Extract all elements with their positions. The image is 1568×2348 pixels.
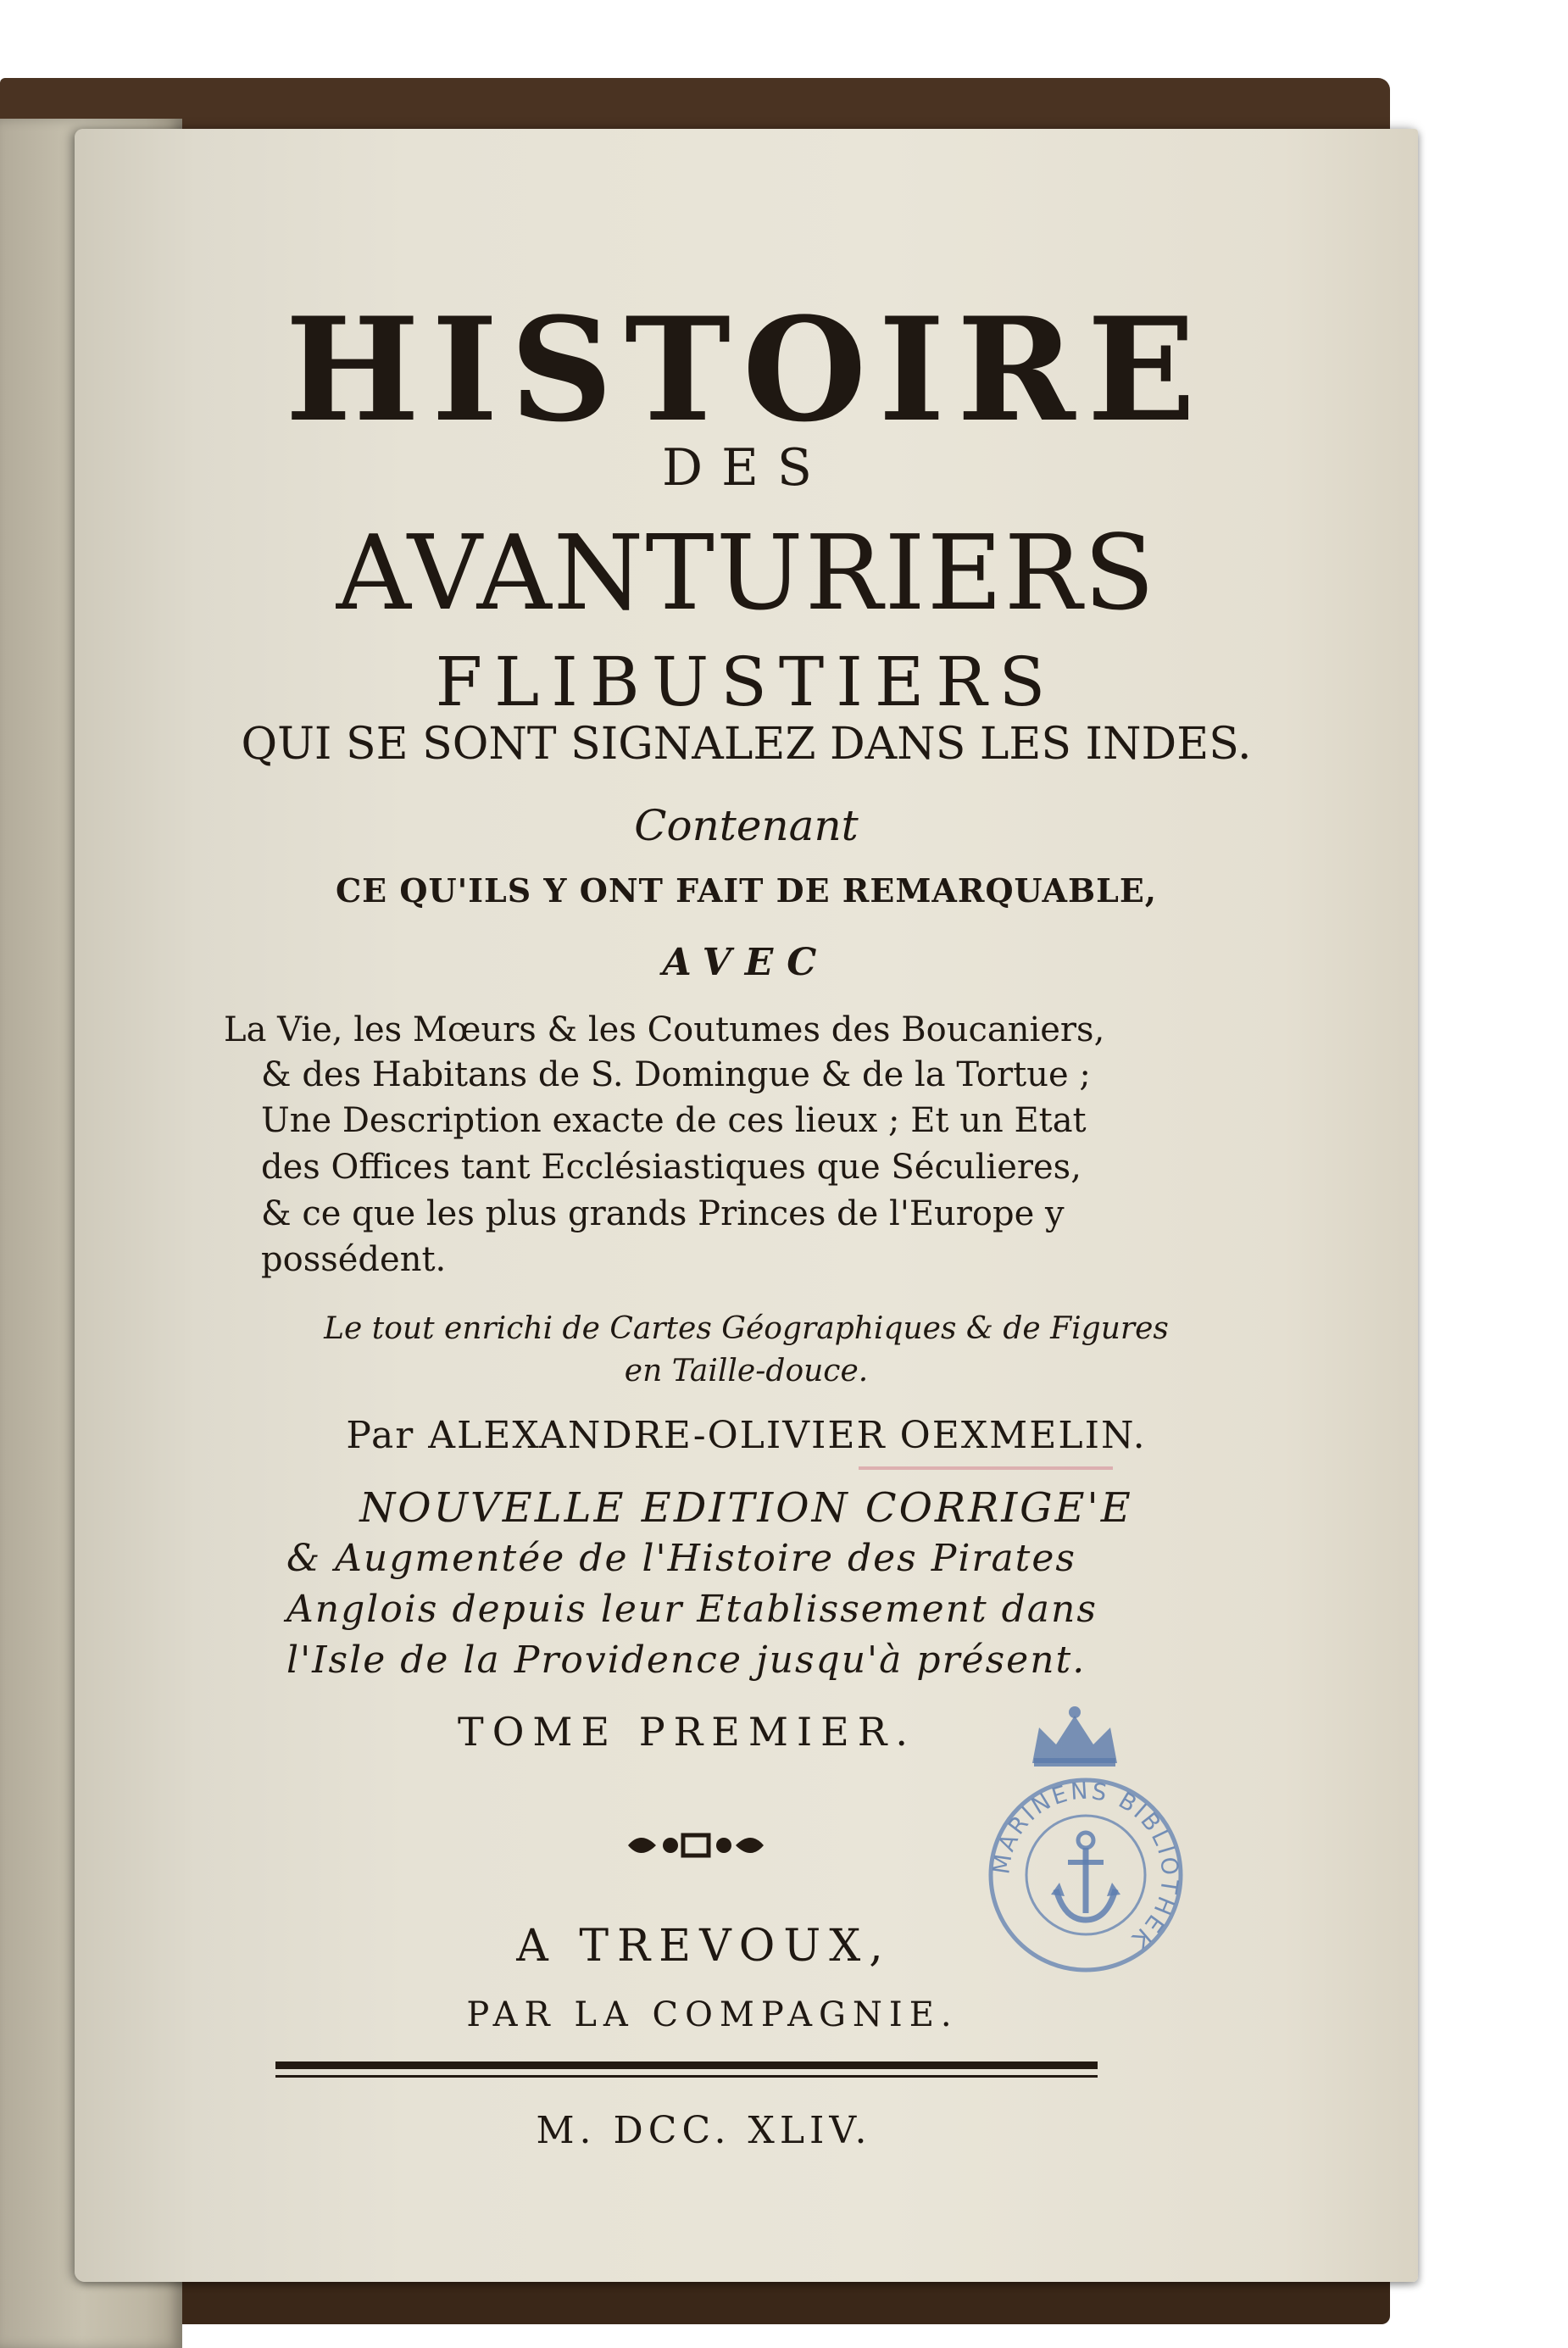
publisher-line: PAR LA COMPAGNIE. — [466, 1995, 959, 2034]
edition-line-1: NOUVELLE EDITION CORRIGE'E — [359, 1484, 1133, 1532]
title-histoire: HISTOIRE — [285, 286, 1208, 453]
subtitle-remarquable: CE QU'ILS Y ONT FAIT DE REMARQUABLE, — [335, 871, 1158, 910]
enrichi-line-1: Le tout enrichi de Cartes Géographiques & de Figures — [324, 1311, 1169, 1346]
edition-line-2: & Augmentée de l'Histoire des Pirates — [286, 1537, 1076, 1580]
author-line: Par ALEXANDRE-OLIVIER OEXMELIN. — [346, 1414, 1147, 1457]
enrichi-line-2: en Taille-douce. — [624, 1354, 869, 1388]
subtitle-avec: AVEC — [662, 941, 831, 984]
anchor-icon — [1048, 1828, 1124, 1930]
fleuron-ornament-icon — [624, 1828, 768, 1862]
tome-line: TOME PREMIER. — [458, 1709, 916, 1755]
crown-icon — [1024, 1704, 1126, 1772]
edition-line-3: Anglois depuis leur Etablissement dans — [286, 1588, 1098, 1631]
title-des: DES — [661, 438, 831, 498]
place-line: A TREVOUX, — [516, 1921, 892, 1972]
desc-line-4: des Offices tant Ecclésiastiques que Séculieres, — [261, 1148, 1081, 1187]
double-rule-thin — [275, 2075, 1098, 2078]
desc-line-1: La Vie, les Mœurs & les Coutumes des Boucaniers, — [224, 1010, 1105, 1049]
desc-line-5: & ce que les plus grands Princes de l'Europe y — [261, 1194, 1065, 1233]
title-flibustiers: FLIBUSTIERS — [435, 643, 1058, 721]
subtitle-signalez: QUI SE SONT SIGNALEZ DANS LES INDES. — [241, 719, 1252, 770]
desc-line-3: Une Description exacte de ces lieux ; Et un Etat — [261, 1101, 1087, 1140]
pink-underline — [859, 1464, 1113, 1472]
subtitle-contenant: Contenant — [634, 801, 859, 850]
desc-line-6: possédent. — [261, 1240, 447, 1279]
title-page — [75, 129, 1418, 2282]
title-avanturiers: AVANTURIERS — [336, 513, 1157, 633]
edition-line-4: l'Isle de la Providence jusqu'à présent. — [286, 1639, 1087, 1682]
double-rule-thick — [275, 2061, 1098, 2069]
desc-line-2: & des Habitans de S. Domingue & de la Tortue ; — [261, 1055, 1091, 1094]
stamp-text: MARINENS BIBLIOTHEK — [988, 1778, 1183, 1954]
year-line: M. DCC. XLIV. — [536, 2109, 872, 2152]
